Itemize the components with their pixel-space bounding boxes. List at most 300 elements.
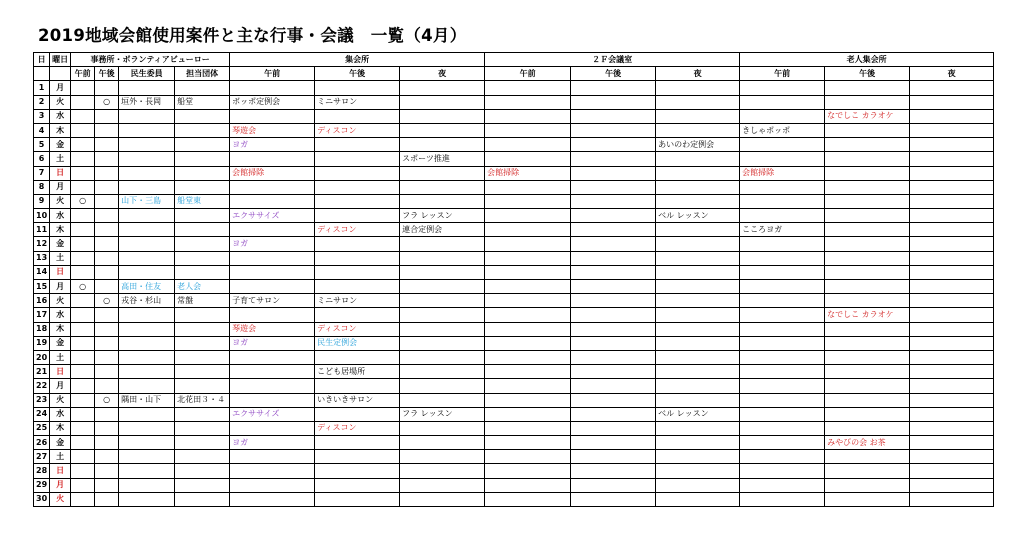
office-am-cell: [71, 350, 95, 364]
hall-night-cell: フラ レッスン: [400, 209, 485, 223]
group-cell: [175, 407, 230, 421]
weekday-cell: 日: [50, 166, 71, 180]
hall-night-cell: 連合定例会: [400, 223, 485, 237]
elder-night-cell: [910, 123, 994, 137]
room2f-pm-cell: [571, 109, 656, 123]
day-cell: 1: [34, 81, 50, 95]
hall-night-cell: [400, 237, 485, 251]
room2f-night-cell: [656, 450, 740, 464]
member-cell: 高田・住友: [119, 280, 175, 294]
room2f-night-cell: ベル レッスン: [656, 407, 740, 421]
elder-night-cell: [910, 336, 994, 350]
elder-pm-cell: [825, 81, 910, 95]
day-cell: 10: [34, 209, 50, 223]
office-pm-cell: [95, 492, 119, 506]
hall-pm-cell: [315, 492, 400, 506]
header-elder-pm: 午後: [825, 67, 910, 81]
room2f-am-cell: [485, 478, 571, 492]
room2f-pm-cell: [571, 407, 656, 421]
elder-pm-cell: なでしこ カラオケ: [825, 308, 910, 322]
day-cell: 22: [34, 379, 50, 393]
elder-am-cell: [740, 95, 825, 109]
member-cell: [119, 209, 175, 223]
room2f-pm-cell: [571, 194, 656, 208]
weekday-cell: 水: [50, 209, 71, 223]
hall-night-cell: [400, 464, 485, 478]
schedule-table: [33, 52, 994, 507]
elder-am-cell: [740, 138, 825, 152]
weekday-cell: 水: [50, 308, 71, 322]
elder-am-cell: [740, 350, 825, 364]
member-cell: [119, 265, 175, 279]
elder-am-cell: [740, 436, 825, 450]
elder-pm-cell: [825, 123, 910, 137]
group-cell: [175, 180, 230, 194]
group-cell: 常盤: [175, 294, 230, 308]
table-row: [34, 280, 994, 294]
elder-am-cell: [740, 492, 825, 506]
hall-am-cell: [230, 308, 315, 322]
page-title: 2019地域会館使用案件と主な行事・会議 一覧（4月）: [38, 26, 467, 45]
hall-night-cell: [400, 450, 485, 464]
elder-am-cell: [740, 450, 825, 464]
member-cell: [119, 350, 175, 364]
day-cell: 20: [34, 350, 50, 364]
elder-pm-cell: [825, 421, 910, 435]
elder-pm-cell: [825, 237, 910, 251]
header-elder-night: 夜: [910, 67, 994, 81]
hall-night-cell: [400, 138, 485, 152]
table-row: [34, 265, 994, 279]
elder-night-cell: [910, 237, 994, 251]
table-row: [34, 180, 994, 194]
room2f-night-cell: [656, 166, 740, 180]
table-row: [34, 407, 994, 421]
table-row: [34, 138, 994, 152]
header-office-am: 午前: [71, 67, 95, 81]
office-am-cell: [71, 365, 95, 379]
group-cell: [175, 166, 230, 180]
hall-night-cell: [400, 492, 485, 506]
header-office: 事務所・ボランティアビューロー: [71, 53, 230, 67]
day-cell: 4: [34, 123, 50, 137]
office-am-cell: [71, 322, 95, 336]
room2f-am-cell: [485, 251, 571, 265]
elder-am-cell: [740, 180, 825, 194]
office-pm-cell: [95, 379, 119, 393]
group-cell: 船堂: [175, 95, 230, 109]
office-am-cell: [71, 265, 95, 279]
hall-pm-cell: [315, 450, 400, 464]
room2f-night-cell: [656, 464, 740, 478]
hall-night-cell: [400, 478, 485, 492]
header-office-pm: 午後: [95, 67, 119, 81]
room2f-pm-cell: [571, 336, 656, 350]
table-row: [34, 166, 994, 180]
header-elder-am: 午前: [740, 67, 825, 81]
room2f-night-cell: [656, 421, 740, 435]
header-hall-pm: 午後: [315, 67, 400, 81]
table-row: [34, 123, 994, 137]
room2f-am-cell: [485, 436, 571, 450]
table-row: [34, 223, 994, 237]
group-cell: [175, 109, 230, 123]
table-row: [34, 209, 994, 223]
weekday-cell: 水: [50, 109, 71, 123]
member-cell: [119, 436, 175, 450]
weekday-cell: 金: [50, 237, 71, 251]
room2f-pm-cell: [571, 436, 656, 450]
room2f-am-cell: [485, 336, 571, 350]
weekday-cell: 火: [50, 294, 71, 308]
member-cell: [119, 109, 175, 123]
member-cell: [119, 365, 175, 379]
hall-pm-cell: いきいきサロン: [315, 393, 400, 407]
office-pm-cell: [95, 123, 119, 137]
elder-am-cell: [740, 152, 825, 166]
day-cell: 12: [34, 237, 50, 251]
elder-pm-cell: [825, 166, 910, 180]
header-room2f-night: 夜: [656, 67, 740, 81]
office-pm-cell: [95, 280, 119, 294]
weekday-cell: 木: [50, 123, 71, 137]
hall-night-cell: [400, 365, 485, 379]
hall-am-cell: ヨガ: [230, 138, 315, 152]
header-group: 担当団体: [175, 67, 230, 81]
office-am-cell: [71, 464, 95, 478]
office-am-cell: [71, 336, 95, 350]
room2f-am-cell: [485, 322, 571, 336]
member-cell: [119, 450, 175, 464]
elder-pm-cell: [825, 350, 910, 364]
table-row: [34, 492, 994, 506]
table-row: [34, 109, 994, 123]
hall-am-cell: [230, 109, 315, 123]
header-weekday: 曜日: [50, 53, 71, 67]
hall-night-cell: [400, 322, 485, 336]
day-cell: 29: [34, 478, 50, 492]
header-day: 日: [34, 53, 50, 67]
weekday-cell: 月: [50, 180, 71, 194]
hall-night-cell: [400, 81, 485, 95]
hall-night-cell: [400, 308, 485, 322]
header-room2f-am: 午前: [485, 67, 571, 81]
weekday-cell: 日: [50, 464, 71, 478]
room2f-pm-cell: [571, 350, 656, 364]
office-pm-cell: [95, 365, 119, 379]
hall-night-cell: [400, 251, 485, 265]
office-pm-cell: [95, 166, 119, 180]
hall-night-cell: フラ レッスン: [400, 407, 485, 421]
group-cell: [175, 464, 230, 478]
hall-am-cell: [230, 280, 315, 294]
elder-pm-cell: [825, 265, 910, 279]
office-pm-cell: [95, 237, 119, 251]
hall-pm-cell: [315, 265, 400, 279]
member-cell: [119, 152, 175, 166]
room2f-pm-cell: [571, 251, 656, 265]
hall-night-cell: [400, 180, 485, 194]
hall-pm-cell: [315, 379, 400, 393]
room2f-am-cell: [485, 379, 571, 393]
group-cell: 北花田３・４: [175, 393, 230, 407]
group-cell: [175, 336, 230, 350]
elder-night-cell: [910, 450, 994, 464]
group-cell: [175, 478, 230, 492]
office-pm-cell: [95, 407, 119, 421]
office-pm-cell: [95, 223, 119, 237]
hall-pm-cell: [315, 478, 400, 492]
hall-night-cell: スポーツ推進: [400, 152, 485, 166]
hall-pm-cell: [315, 180, 400, 194]
elder-night-cell: [910, 308, 994, 322]
hall-am-cell: 琴遊会: [230, 123, 315, 137]
day-cell: 19: [34, 336, 50, 350]
hall-pm-cell: [315, 280, 400, 294]
hall-pm-cell: こども居場所: [315, 365, 400, 379]
elder-night-cell: [910, 294, 994, 308]
room2f-night-cell: [656, 81, 740, 95]
weekday-cell: 月: [50, 81, 71, 95]
room2f-am-cell: [485, 350, 571, 364]
hall-night-cell: [400, 294, 485, 308]
day-cell: 17: [34, 308, 50, 322]
day-cell: 28: [34, 464, 50, 478]
hall-pm-cell: [315, 308, 400, 322]
member-cell: [119, 464, 175, 478]
room2f-pm-cell: [571, 123, 656, 137]
room2f-am-cell: [485, 280, 571, 294]
hall-pm-cell: [315, 166, 400, 180]
day-cell: 3: [34, 109, 50, 123]
office-pm-cell: [95, 180, 119, 194]
elder-night-cell: [910, 95, 994, 109]
office-am-cell: [71, 294, 95, 308]
room2f-pm-cell: [571, 81, 656, 95]
office-pm-cell: [95, 421, 119, 435]
elder-night-cell: [910, 166, 994, 180]
room2f-am-cell: [485, 194, 571, 208]
room2f-night-cell: [656, 294, 740, 308]
elder-pm-cell: [825, 180, 910, 194]
elder-am-cell: [740, 280, 825, 294]
hall-am-cell: [230, 350, 315, 364]
elder-night-cell: [910, 109, 994, 123]
hall-pm-cell: ディスコン: [315, 123, 400, 137]
room2f-night-cell: [656, 152, 740, 166]
office-pm-cell: [95, 209, 119, 223]
hall-night-cell: [400, 166, 485, 180]
room2f-am-cell: [485, 393, 571, 407]
hall-am-cell: [230, 81, 315, 95]
day-cell: 24: [34, 407, 50, 421]
room2f-am-cell: [485, 180, 571, 194]
table-row: [34, 379, 994, 393]
group-cell: 老人会: [175, 280, 230, 294]
day-cell: 23: [34, 393, 50, 407]
elder-pm-cell: [825, 464, 910, 478]
member-cell: [119, 407, 175, 421]
day-cell: 14: [34, 265, 50, 279]
weekday-cell: 金: [50, 138, 71, 152]
elder-night-cell: [910, 492, 994, 506]
group-cell: [175, 450, 230, 464]
weekday-cell: 月: [50, 379, 71, 393]
header-blank: [34, 67, 50, 81]
day-cell: 25: [34, 421, 50, 435]
group-cell: [175, 492, 230, 506]
room2f-pm-cell: [571, 138, 656, 152]
member-cell: [119, 308, 175, 322]
table-row: [34, 393, 994, 407]
elder-night-cell: [910, 138, 994, 152]
office-pm-cell: [95, 436, 119, 450]
elder-night-cell: [910, 265, 994, 279]
room2f-night-cell: [656, 280, 740, 294]
elder-pm-cell: [825, 450, 910, 464]
office-am-cell: [71, 81, 95, 95]
member-cell: [119, 138, 175, 152]
table-row: [34, 336, 994, 350]
member-cell: [119, 166, 175, 180]
group-cell: [175, 265, 230, 279]
elder-pm-cell: [825, 138, 910, 152]
table-row: [34, 464, 994, 478]
day-cell: 8: [34, 180, 50, 194]
elder-am-cell: [740, 265, 825, 279]
office-am-cell: [71, 237, 95, 251]
room2f-pm-cell: [571, 152, 656, 166]
office-am-cell: [71, 152, 95, 166]
hall-am-cell: [230, 251, 315, 265]
room2f-night-cell: あいのわ定例会: [656, 138, 740, 152]
hall-night-cell: [400, 350, 485, 364]
elder-night-cell: [910, 478, 994, 492]
room2f-pm-cell: [571, 294, 656, 308]
elder-am-cell: [740, 209, 825, 223]
office-pm-cell: [95, 265, 119, 279]
room2f-pm-cell: [571, 308, 656, 322]
elder-am-cell: きしゃポッポ: [740, 123, 825, 137]
room2f-night-cell: [656, 350, 740, 364]
room2f-pm-cell: [571, 492, 656, 506]
room2f-night-cell: [656, 365, 740, 379]
day-cell: 5: [34, 138, 50, 152]
member-cell: [119, 223, 175, 237]
room2f-night-cell: [656, 308, 740, 322]
member-cell: [119, 379, 175, 393]
group-cell: [175, 138, 230, 152]
elder-night-cell: [910, 350, 994, 364]
elder-am-cell: [740, 365, 825, 379]
hall-night-cell: [400, 123, 485, 137]
weekday-cell: 金: [50, 436, 71, 450]
elder-night-cell: [910, 81, 994, 95]
office-am-cell: [71, 95, 95, 109]
table-row: [34, 350, 994, 364]
room2f-am-cell: [485, 407, 571, 421]
room2f-pm-cell: [571, 209, 656, 223]
room2f-pm-cell: [571, 223, 656, 237]
elder-pm-cell: [825, 478, 910, 492]
room2f-am-cell: [485, 95, 571, 109]
room2f-pm-cell: [571, 237, 656, 251]
group-cell: [175, 379, 230, 393]
hall-pm-cell: [315, 109, 400, 123]
elder-am-cell: [740, 421, 825, 435]
room2f-night-cell: [656, 265, 740, 279]
elder-pm-cell: [825, 492, 910, 506]
room2f-am-cell: [485, 450, 571, 464]
elder-night-cell: [910, 379, 994, 393]
table-row: [34, 294, 994, 308]
room2f-night-cell: [656, 194, 740, 208]
hall-night-cell: [400, 194, 485, 208]
hall-am-cell: [230, 365, 315, 379]
elder-am-cell: 会館掃除: [740, 166, 825, 180]
elder-night-cell: [910, 251, 994, 265]
hall-pm-cell: [315, 251, 400, 265]
room2f-night-cell: [656, 123, 740, 137]
room2f-pm-cell: [571, 180, 656, 194]
day-cell: 11: [34, 223, 50, 237]
room2f-pm-cell: [571, 166, 656, 180]
room2f-am-cell: [485, 209, 571, 223]
office-am-cell: ○: [71, 280, 95, 294]
weekday-cell: 木: [50, 421, 71, 435]
room2f-night-cell: [656, 379, 740, 393]
hall-am-cell: [230, 492, 315, 506]
member-cell: [119, 81, 175, 95]
elder-night-cell: [910, 180, 994, 194]
room2f-pm-cell: [571, 280, 656, 294]
day-cell: 26: [34, 436, 50, 450]
weekday-cell: 日: [50, 265, 71, 279]
room2f-am-cell: [485, 492, 571, 506]
table-row: [34, 95, 994, 109]
member-cell: 戎谷・杉山: [119, 294, 175, 308]
elder-night-cell: [910, 322, 994, 336]
header-row-1: [34, 53, 994, 67]
hall-am-cell: ボッポ定例会: [230, 95, 315, 109]
elder-pm-cell: [825, 294, 910, 308]
office-am-cell: [71, 223, 95, 237]
header-member: 民生委員: [119, 67, 175, 81]
elder-pm-cell: [825, 209, 910, 223]
elder-am-cell: [740, 478, 825, 492]
office-am-cell: [71, 421, 95, 435]
member-cell: 隅田・山下: [119, 393, 175, 407]
hall-am-cell: エクササイズ: [230, 209, 315, 223]
office-pm-cell: [95, 138, 119, 152]
room2f-night-cell: [656, 180, 740, 194]
table-row: [34, 450, 994, 464]
weekday-cell: 水: [50, 407, 71, 421]
table-row: [34, 194, 994, 208]
hall-pm-cell: [315, 81, 400, 95]
elder-night-cell: [910, 421, 994, 435]
weekday-cell: 日: [50, 365, 71, 379]
day-cell: 15: [34, 280, 50, 294]
elder-night-cell: [910, 223, 994, 237]
group-cell: [175, 209, 230, 223]
hall-pm-cell: [315, 237, 400, 251]
elder-pm-cell: [825, 251, 910, 265]
elder-am-cell: [740, 336, 825, 350]
hall-night-cell: [400, 109, 485, 123]
elder-pm-cell: [825, 152, 910, 166]
office-pm-cell: [95, 450, 119, 464]
